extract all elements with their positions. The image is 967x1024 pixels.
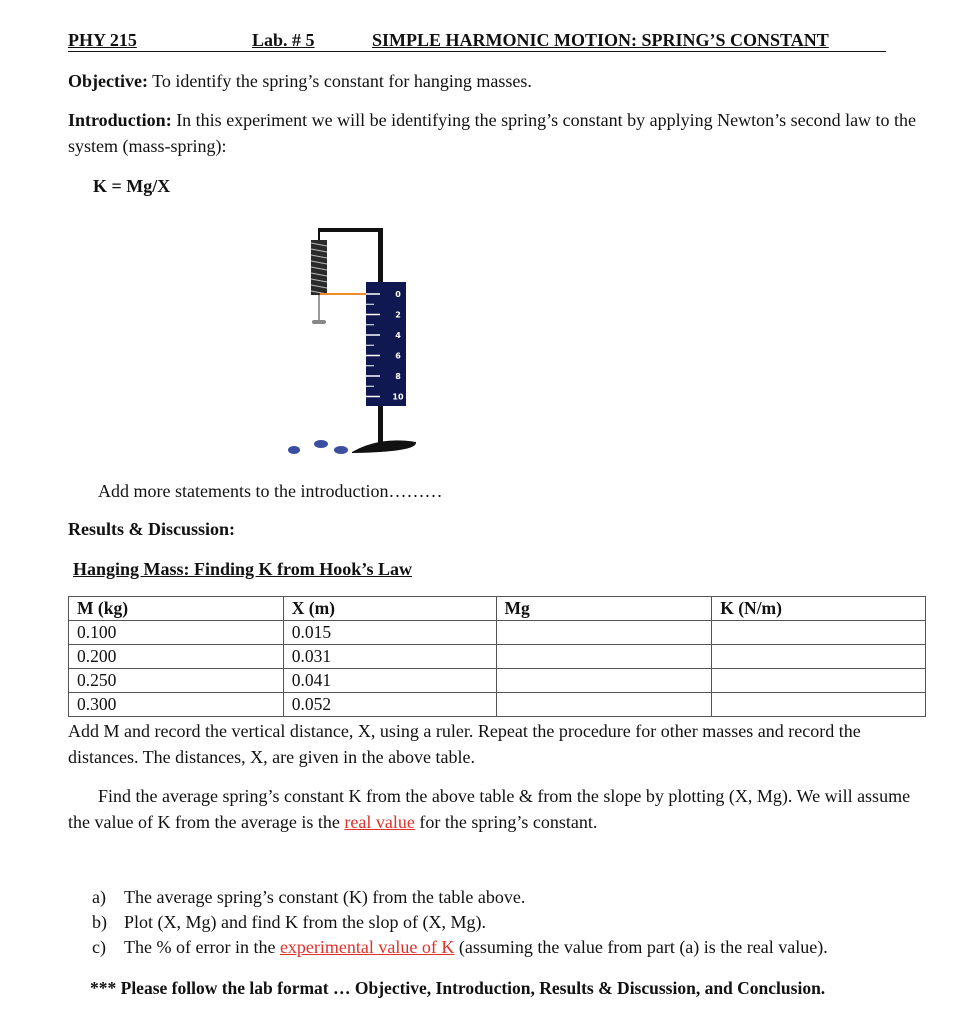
objective [68, 68, 928, 94]
lab-title: SIMPLE HARMONIC MOTION: SPRING’S CONSTANT [372, 30, 829, 50]
introduction-text: In this experiment we will be identifying the spring’s constant by applying Newton’s second law to the system (mass-spring): [68, 110, 917, 156]
cell-mass: 0.200 [69, 645, 284, 669]
mass-1 [288, 446, 300, 454]
stand-base [352, 440, 416, 453]
objective-text: To identify the spring’s constant for hanging masses. [147, 71, 532, 91]
course-code: PHY 215 [68, 30, 137, 50]
list-item-text: The average spring’s constant (K) from the table above. [124, 887, 526, 907]
objective-label: Objective: [68, 71, 148, 91]
real-value-link[interactable]: real value [344, 812, 415, 832]
header-displacement: X (m) [283, 597, 496, 621]
list-item-text: The % of error in the [124, 937, 280, 957]
list-item-text: Plot (X, Mg) and find K from the slop of (X, Mg). [124, 912, 486, 932]
cell-displacement: 0.031 [283, 645, 496, 669]
table-subheading: Hanging Mass: Finding K from Hook’s Law [73, 559, 413, 579]
data-table [68, 596, 926, 717]
list-item [92, 912, 486, 933]
lab-number: Lab. # 5 [252, 30, 315, 50]
results-heading: Results & Discussion: [68, 519, 236, 539]
lab-format-note: *** Please follow the lab format … Objective, Introduction, Results & Discussion, and Conclusion. [90, 978, 826, 998]
spring [311, 240, 327, 295]
mass-2 [314, 440, 328, 448]
cell-displacement: 0.052 [283, 693, 496, 717]
list-item-label: b) [92, 912, 107, 932]
list-item [92, 937, 828, 958]
ruler-tick-label: 0 [395, 290, 401, 299]
list-item-label: a) [92, 887, 106, 907]
ruler [366, 282, 406, 406]
cell-mass: 0.100 [69, 621, 284, 645]
ruler-tick-label: 6 [395, 351, 401, 361]
table-row [69, 693, 926, 717]
list-item-text-end: (assuming the value from part (a) is the real value). [454, 937, 828, 957]
add-more-statement: Add more statements to the introduction……… [98, 481, 443, 501]
cell-mass: 0.300 [69, 693, 284, 717]
spring-end [312, 320, 326, 324]
table-row [69, 669, 926, 693]
table-header-row [69, 597, 926, 621]
procedure-paragraph: Add M and record the vertical distance, X, using a ruler. Repeat the procedure for other masses and record the distances. The distances, X, are given in the above table. [68, 721, 861, 767]
cell-mass: 0.250 [69, 669, 284, 693]
ruler-tick-label: 10 [392, 392, 404, 402]
introduction [68, 107, 930, 159]
cell-weight [496, 645, 712, 669]
table-row [69, 645, 926, 669]
introduction-label: Introduction: [68, 110, 172, 130]
header-mass: M (kg) [69, 597, 284, 621]
list-item [92, 887, 525, 908]
spring-apparatus-figure [280, 220, 420, 460]
mass-3 [334, 446, 348, 454]
analysis-text-start: Find the average spring’s constant K from the above table & from the slope by plotting (X, Mg). We will assume the value of K from the average is the [68, 786, 911, 832]
cell-weight [496, 693, 712, 717]
header-underline [68, 51, 886, 52]
cell-weight [496, 621, 712, 645]
stand-arm [318, 228, 383, 232]
cell-spring-constant [712, 693, 926, 717]
cell-spring-constant [712, 669, 926, 693]
cell-displacement: 0.015 [283, 621, 496, 645]
header-spring-constant: K (N/m) [712, 597, 926, 621]
cell-displacement: 0.041 [283, 669, 496, 693]
experimental-value-link[interactable]: experimental value of K [279, 937, 455, 957]
analysis-text-end: for the spring’s constant. [414, 812, 598, 832]
cell-spring-constant [712, 621, 926, 645]
table-row [69, 621, 926, 645]
ruler-tick-label: 8 [395, 372, 401, 381]
ruler-tick-label: 4 [395, 331, 401, 340]
formula: K = Mg/X [93, 176, 171, 196]
header-weight: Mg [496, 597, 712, 621]
list-item-label: c) [92, 937, 106, 957]
cell-weight [496, 669, 712, 693]
spring-hook [318, 228, 320, 240]
cell-spring-constant [712, 645, 926, 669]
analysis-paragraph [68, 783, 930, 835]
ruler-tick-label: 2 [395, 310, 401, 320]
